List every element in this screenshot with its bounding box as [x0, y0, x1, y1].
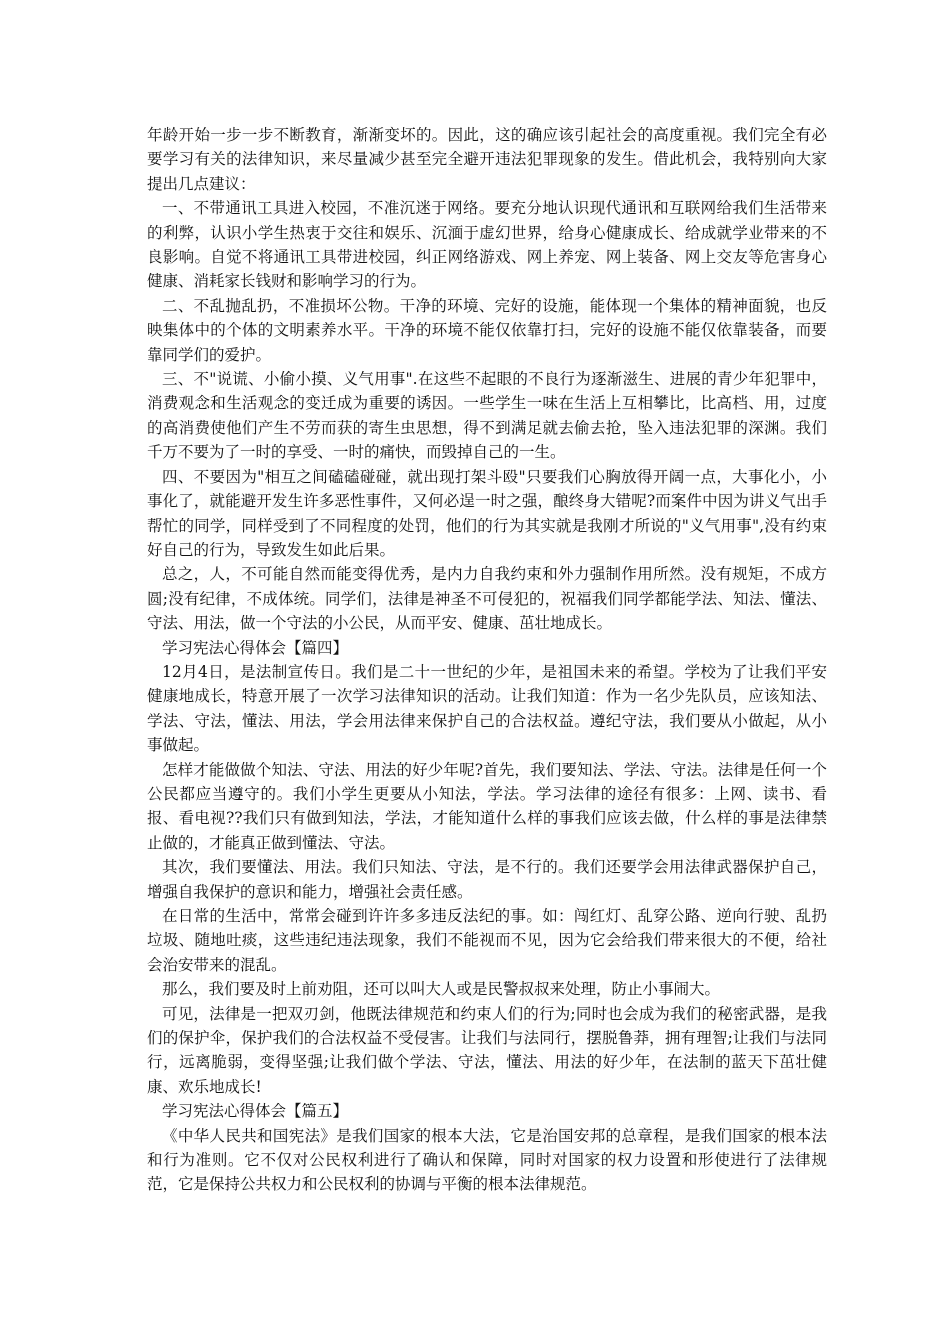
paragraph-s4-5: 那么，我们要及时上前劝阻，还可以叫大人或是民警叔叔来处理，防止小事闹大。	[162, 980, 721, 999]
paragraph-s4-3: 其次，我们要懂法、用法。我们只知法、守法，是不行的。我们还要学会用法律武器保护自己，增强自我保护的意识和能力，增强社会责任感。	[147, 858, 827, 901]
paragraph-suggestion-3: 三、不"说谎、小偷小摸、义气用事".在这些不起眼的不良行为逐渐滋生、进展的青少年犯罪中，消费观念和生活观念的变迁成为重要的诱因。一些学生一味在生活上互相攀比，比高档、用，过度的高消费使他们产生不劳而获的寄生虫思想，得不到满足就去偷去抢，坠入违法犯罪的深渊。我们千万不要为了一时的享受、一时的痛快，而毁掉自己的一生。	[147, 370, 827, 462]
paragraph-s4-4: 在日常的生活中，常常会碰到许许多多违反法纪的事。如：闯红灯、乱穿公路、逆向行驶、乱扔垃圾、随地吐痰，这些违纪违法现象，我们不能视而不见，因为它会给我们带来很大的不便，给社会治安带来的混乱。	[147, 907, 827, 974]
paragraph-intro-continuation: 年龄开始一步一步不断教育，渐渐变坏的。因此，这的确应该引起社会的高度重视。我们完全有必要学习有关的法律知识，来尽量减少甚至完全避开违法犯罪现象的发生。借此机会，我特别向大家提出几点建议：	[147, 126, 827, 193]
paragraph-suggestion-1: 一、不带通讯工具进入校园，不准沉迷于网络。要充分地认识现代通讯和互联网给我们生活带来的利弊，认识小学生热衷于交往和娱乐、沉湎于虚幻世界，给身心健康成长、给成就学业带来的不良影响。自觉不将通讯工具带进校园，纠正网络游戏、网上养宠、网上装备、网上交友等危害身心健康、消耗家长钱财和影响学习的行为。	[147, 199, 827, 291]
paragraph-s4-2: 怎样才能做做个知法、守法、用法的好少年呢?首先，我们要知法、学法、守法。法律是任何一个公民都应当遵守的。我们小学生更要从小知法，学法。学习法律的途径有很多：上网、读书、看报、看电视??我们只有做到知法，学法，才能知道什么样的事我们应该去做，什么样的事是法律禁止做的，才能真正做到懂法、守法。	[147, 760, 827, 852]
paragraph-s5-1: 《中华人民共和国宪法》是我们国家的根本大法，它是治国安邦的总章程，是我们国家的根本法和行为准则。它不仅对公民权利进行了确认和保障，同时对国家的权力设置和形使进行了法律规范，它是保持公共权力和公民权利的协调与平衡的根本法律规范。	[147, 1126, 827, 1194]
document-body	[147, 123, 827, 1197]
paragraph-s4-6: 可见，法律是一把双刃剑，他既法律规范和约束人们的行为;同时也会成为我们的秘密武器，是我们的保护伞，保护我们的合法权益不受侵害。让我们与法同行，摆脱鲁莽，拥有理智;让我们与法同行，远离脆弱，变得坚强;让我们做个学法、守法，懂法、用法的好少年，在法制的蓝天下茁壮健康、欢乐地成长!	[147, 1004, 827, 1096]
paragraph-suggestion-4: 四、不要因为"相互之间磕磕碰碰，就出现打架斗殴"只要我们心胸放得开阔一点，大事化小，小事化了，就能避开发生许多恶性事件，又何必逞一时之强，酿终身大错呢?而案件中因为讲义气出手帮忙的同学，同样受到了不同程度的处罚，他们的行为其实就是我刚才所说的"义气用事",没有约束好自己的行为，导致发生如此后果。	[147, 467, 827, 559]
section-heading-5: 学习宪法心得体会【篇五】	[162, 1102, 349, 1121]
paragraph-s4-1: 12月4日，是法制宣传日。我们是二十一世纪的少年，是祖国未来的希望。学校为了让我们平安健康地成长，特意开展了一次学习法律知识的活动。让我们知道：作为一名少先队员，应该知法、学法、守法，懂法、用法，学会用法律来保护自己的合法权益。遵纪守法，我们要从小做起，从小事做起。	[147, 662, 827, 755]
paragraph-suggestion-2: 二、不乱抛乱扔，不准损坏公物。干净的环境、完好的设施，能体现一个集体的精神面貌，也反映集体中的个体的文明素养水平。干净的环境不能仅依靠打扫，完好的设施不能仅依靠装备，而要靠同学们的爱护。	[147, 296, 827, 364]
paragraph-conclusion: 总之，人，不可能自然而能变得优秀，是内力自我约束和外力强制作用所然。没有规矩，不成方圆;没有纪律，不成体统。同学们，法律是神圣不可侵犯的，祝福我们同学都能学法、知法、懂法、守法、用法，做一个守法的小公民，从而平安、健康、茁壮地成长。	[147, 565, 827, 633]
section-heading-4: 学习宪法心得体会【篇四】	[162, 638, 349, 657]
